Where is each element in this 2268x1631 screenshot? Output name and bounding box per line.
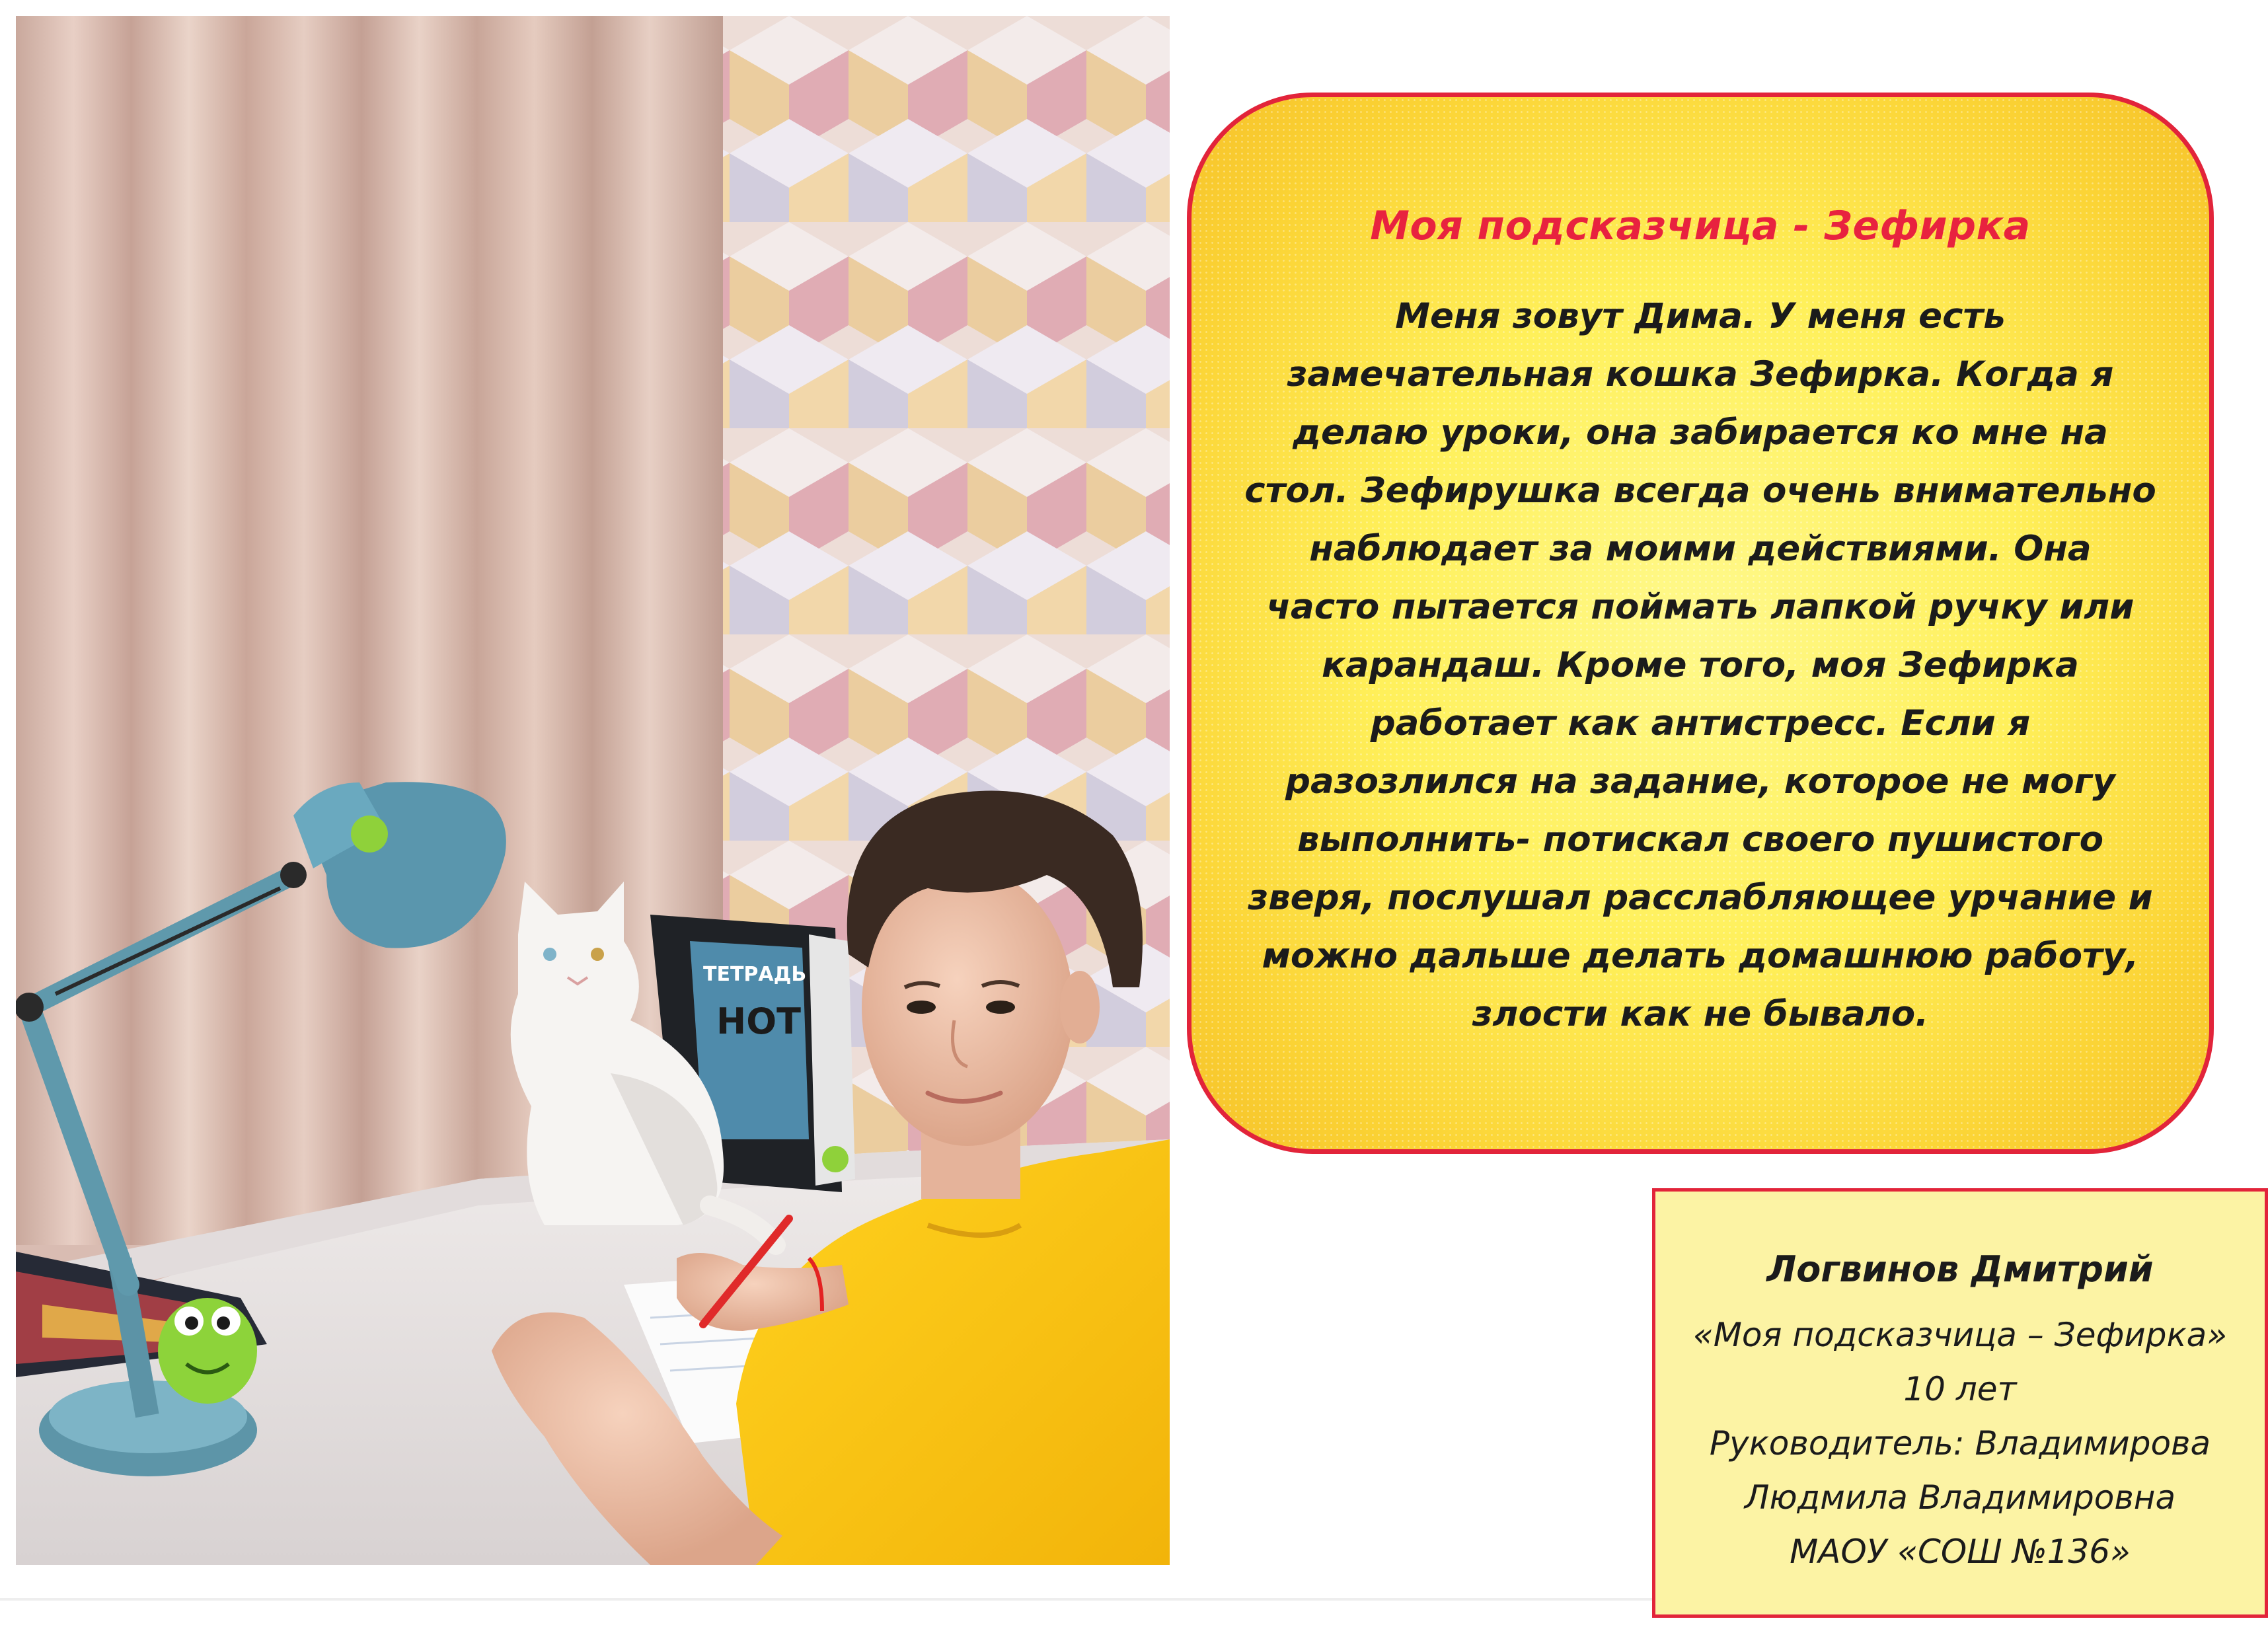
supervisor-label: Руководитель: Владимирова xyxy=(1709,1424,2211,1462)
supervisor-name: Людмила Владимировна xyxy=(1744,1478,2176,1517)
story-line: часто пытается поймать лапкой ручку или xyxy=(1266,587,2135,627)
story-line: наблюдает за моими действиями. Она xyxy=(1309,529,2092,569)
story-line: разозлился на задание, которое не могу xyxy=(1285,761,2115,802)
notebook-label-bottom: НОТ xyxy=(716,1001,801,1042)
work-title: «Моя подсказчица – Зефирка» xyxy=(1692,1316,2228,1354)
scan-edge-divider xyxy=(0,1598,1652,1601)
story-line: зверя, послушал расслабляющее урчание и xyxy=(1248,878,2153,918)
author-age: 10 лет xyxy=(1903,1370,2017,1408)
story-line: карандаш. Кроме того, моя Зефирка xyxy=(1322,645,2079,685)
story-line: работает как антистресс. Если я xyxy=(1370,703,2031,743)
story-title: Моя подсказчица - Зефирка xyxy=(1370,203,2031,249)
photo-illustration xyxy=(16,16,1170,1565)
story-line: Меня зовут Дима. У меня есть xyxy=(1395,296,2006,336)
author-info xyxy=(1655,1308,2265,1579)
story-line: замечательная кошка Зефирка. Когда я xyxy=(1287,354,2114,395)
notebook-label-top: ТЕТРАДЬ xyxy=(703,963,807,986)
author-name: Логвинов Дмитрий xyxy=(1766,1248,2154,1290)
story-line: делаю уроки, она забирается ко мне на xyxy=(1293,412,2108,453)
story-line: можно дальше делать домашнюю работу, xyxy=(1262,936,2139,976)
story-line: стол. Зефирушка всегда очень внимательно xyxy=(1244,471,2156,511)
story-line: злости как не бывало. xyxy=(1472,994,1929,1034)
story-card xyxy=(1187,93,2214,1154)
photo-boy-with-cat xyxy=(16,16,1170,1565)
author-card xyxy=(1652,1188,2268,1618)
school-name: МАОУ «СОШ №136» xyxy=(1790,1533,2131,1571)
story-text xyxy=(1238,287,2163,1043)
story-line: выполнить- потискал своего пушистого xyxy=(1297,819,2104,860)
